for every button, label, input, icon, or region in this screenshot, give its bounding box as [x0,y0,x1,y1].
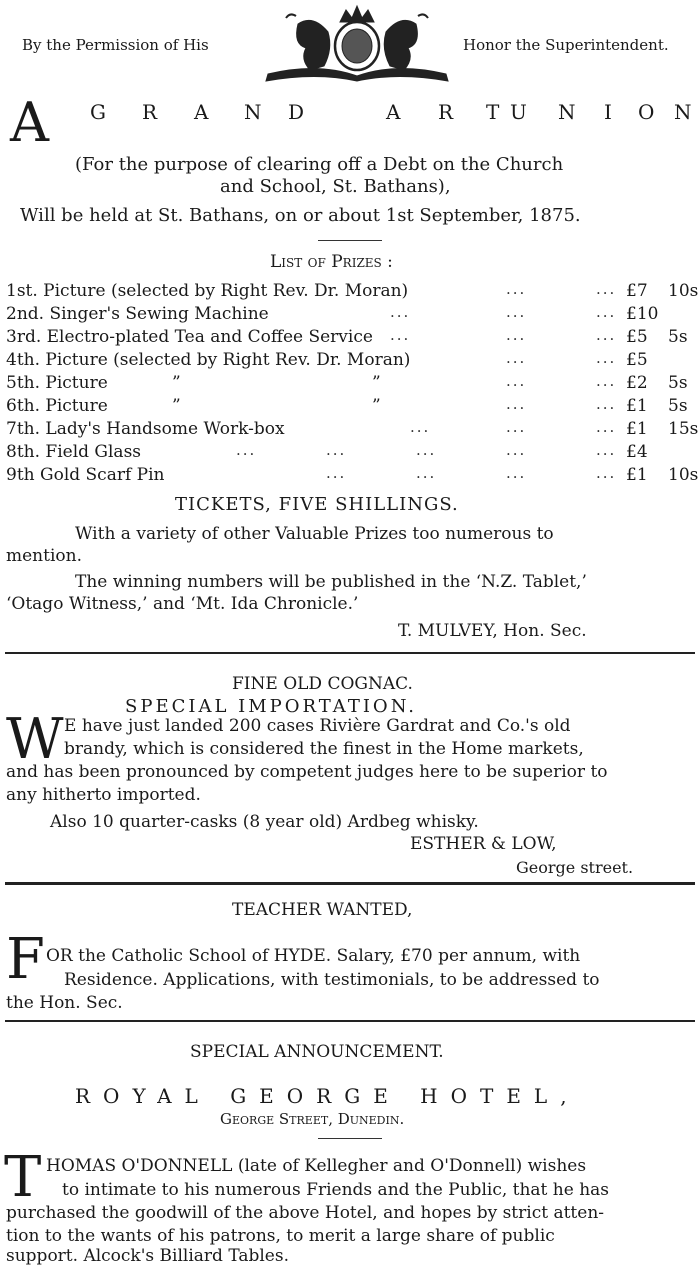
title-initial: A [10,91,49,154]
prize-label: 8th. Field Glass [6,442,142,462]
cognac-line-2: brandy, which is considered the finest in the Home markets, [64,739,584,759]
title-letter: N [244,100,262,124]
prize-label: 3rd. Electro-plated Tea and Coffee Service [6,327,373,347]
teacher-line-2: Residence. Applications, with testimonials, to be addressed to [64,970,600,990]
hotel-address: George Street, Dunedin. [220,1110,405,1128]
held-line: Will be held at St. Bathans, on or about 1st September, 1875. [20,205,581,226]
ditto-mark: ” [172,373,181,393]
announcement-title: SPECIAL ANNOUNCEMENT. [190,1042,444,1062]
title-letter: O [638,100,655,124]
cognac-line-1: E have just landed 200 cases Rivière Gardrat and Co.'s old [64,716,571,736]
title-letter: N [674,100,692,124]
prize-label: 6th. Picture [6,396,108,416]
teacher-title: TEACHER WANTED, [232,900,413,920]
purpose-line-2: and School, St. Bathans), [220,176,451,197]
prize-list: 1st. Picture (selected by Right Rev. Dr. Moran) 2nd. Singer's Sewing Machine 3rd. Electro-plated Tea and Coffee Service 4th. Picture (selected by Right Rev. Dr. Moran) 5th. Picture 6th. Picture 7th. Lady's Handsome Work-box 8th. Field Glass 9th Gold Scarf Pin ” ” ” ” ... ... ... ... ... ... ... ... ... ... ... ... ... ... ... ... ... ... ... ... ... ... ... ... ... ... £7 £10 £5 £5 £2 £1 £1 £4 £1 10s 5s 5s 5s 15s 10s [6,280,699,485]
prize-list-heading: List of Prizes : [270,252,393,272]
winning-line-1: The winning numbers will be published in the ‘N.Z. Tablet,’ [75,572,587,592]
announcement-line-4: tion to the wants of his patrons, to merit a large share of public [6,1226,555,1246]
title-letter: A [194,100,209,124]
prize-pounds: £1 [626,396,648,416]
prize-shillings: 10s [668,465,699,485]
announcement-line-3: purchased the goodwill of the above Hotel, and hopes by strict atten- [6,1203,605,1223]
title-letter: R [142,100,158,124]
prize-pounds: £1 [626,419,648,439]
teacher-line-3: the Hon. Sec. [6,993,123,1013]
title-letter: R [438,100,454,124]
prize-pounds: £10 [626,304,659,324]
winning-line-2: ‘Otago Witness,’ and ‘Mt. Ida Chronicle.’ [6,594,359,614]
cognac-firm: ESTHER & LOW, [410,834,557,854]
ditto-mark: ” [372,373,381,393]
cognac-street: George street. [516,858,634,877]
prize-pounds: £1 [626,465,648,485]
announcement-line-5: support. Alcock's Billiard Tables. [6,1246,289,1266]
cognac-title: FINE OLD COGNAC. [232,674,413,694]
prize-label: 4th. Picture (selected by Right Rev. Dr. Moran) [6,350,411,370]
title-letter: A [386,100,401,124]
title-letter: N [558,100,576,124]
announcement-line-2: to intimate to his numerous Friends and the Public, that he has [62,1180,610,1200]
title-letter: D [288,100,305,124]
short-rule [318,240,382,241]
title-letter: U [510,100,527,124]
prize-shillings: 5s [668,373,688,393]
prize-shillings: 5s [668,327,688,347]
ditto-mark: ” [372,396,381,416]
prize-label: 5th. Picture [6,373,108,393]
title-letter: I [604,100,612,124]
cognac-line-5: Also 10 quarter-casks (8 year old) Ardbeg whisky. [50,812,479,832]
prize-shillings: 15s [668,419,699,439]
drop-cap-t: T [4,1145,42,1210]
title-letter: T [486,100,500,124]
permission-left-text: By the Permission of His [22,36,209,54]
secretary-signature: T. MULVEY, Hon. Sec. [398,621,587,641]
prize-pounds: £7 [626,281,648,301]
variety-line-1: With a variety of other Valuable Prizes too numerous to [75,524,554,544]
prize-pounds: £5 [626,350,648,370]
prize-pounds: £2 [626,373,648,393]
title-letter: G [90,100,106,124]
section-divider [5,882,695,885]
ditto-mark: ” [172,396,181,416]
teacher-line-1: OR the Catholic School of HYDE. Salary, £70 per annum, with [46,946,581,966]
prize-shillings: 10s [668,281,699,301]
purpose-line-1: (For the purpose of clearing off a Debt on the Church [75,154,564,175]
drop-cap-f: F [6,927,45,992]
short-rule [318,1138,382,1139]
royal-coat-of-arms-icon [258,4,456,82]
prize-pounds: £5 [626,327,648,347]
permission-right-text: Honor the Superintendent. [463,36,669,54]
announcement-line-1: HOMAS O'DONNELL (late of Kellegher and O'Donnell) wishes [46,1156,587,1176]
hotel-name: ROYAL GEORGE HOTEL, [75,1084,580,1108]
variety-line-2: mention. [6,546,82,566]
drop-cap-w: W [6,707,64,772]
cognac-subtitle: SPECIAL IMPORTATION. [125,696,418,717]
section-divider [5,652,695,654]
section-divider [5,1020,695,1022]
cognac-line-4: any hitherto imported. [6,785,201,805]
prize-label: 2nd. Singer's Sewing Machine [6,304,269,324]
prize-pounds: £4 [626,442,648,462]
prize-label: 1st. Picture (selected by Right Rev. Dr. Moran) [6,281,409,301]
prize-label: 7th. Lady's Handsome Work-box [6,419,285,439]
cognac-line-3: and has been pronounced by competent judges here to be superior to [6,762,608,782]
prize-shillings: 5s [668,396,688,416]
prize-label: 9th Gold Scarf Pin [6,465,165,485]
tickets-line: TICKETS, FIVE SHILLINGS. [175,494,459,515]
